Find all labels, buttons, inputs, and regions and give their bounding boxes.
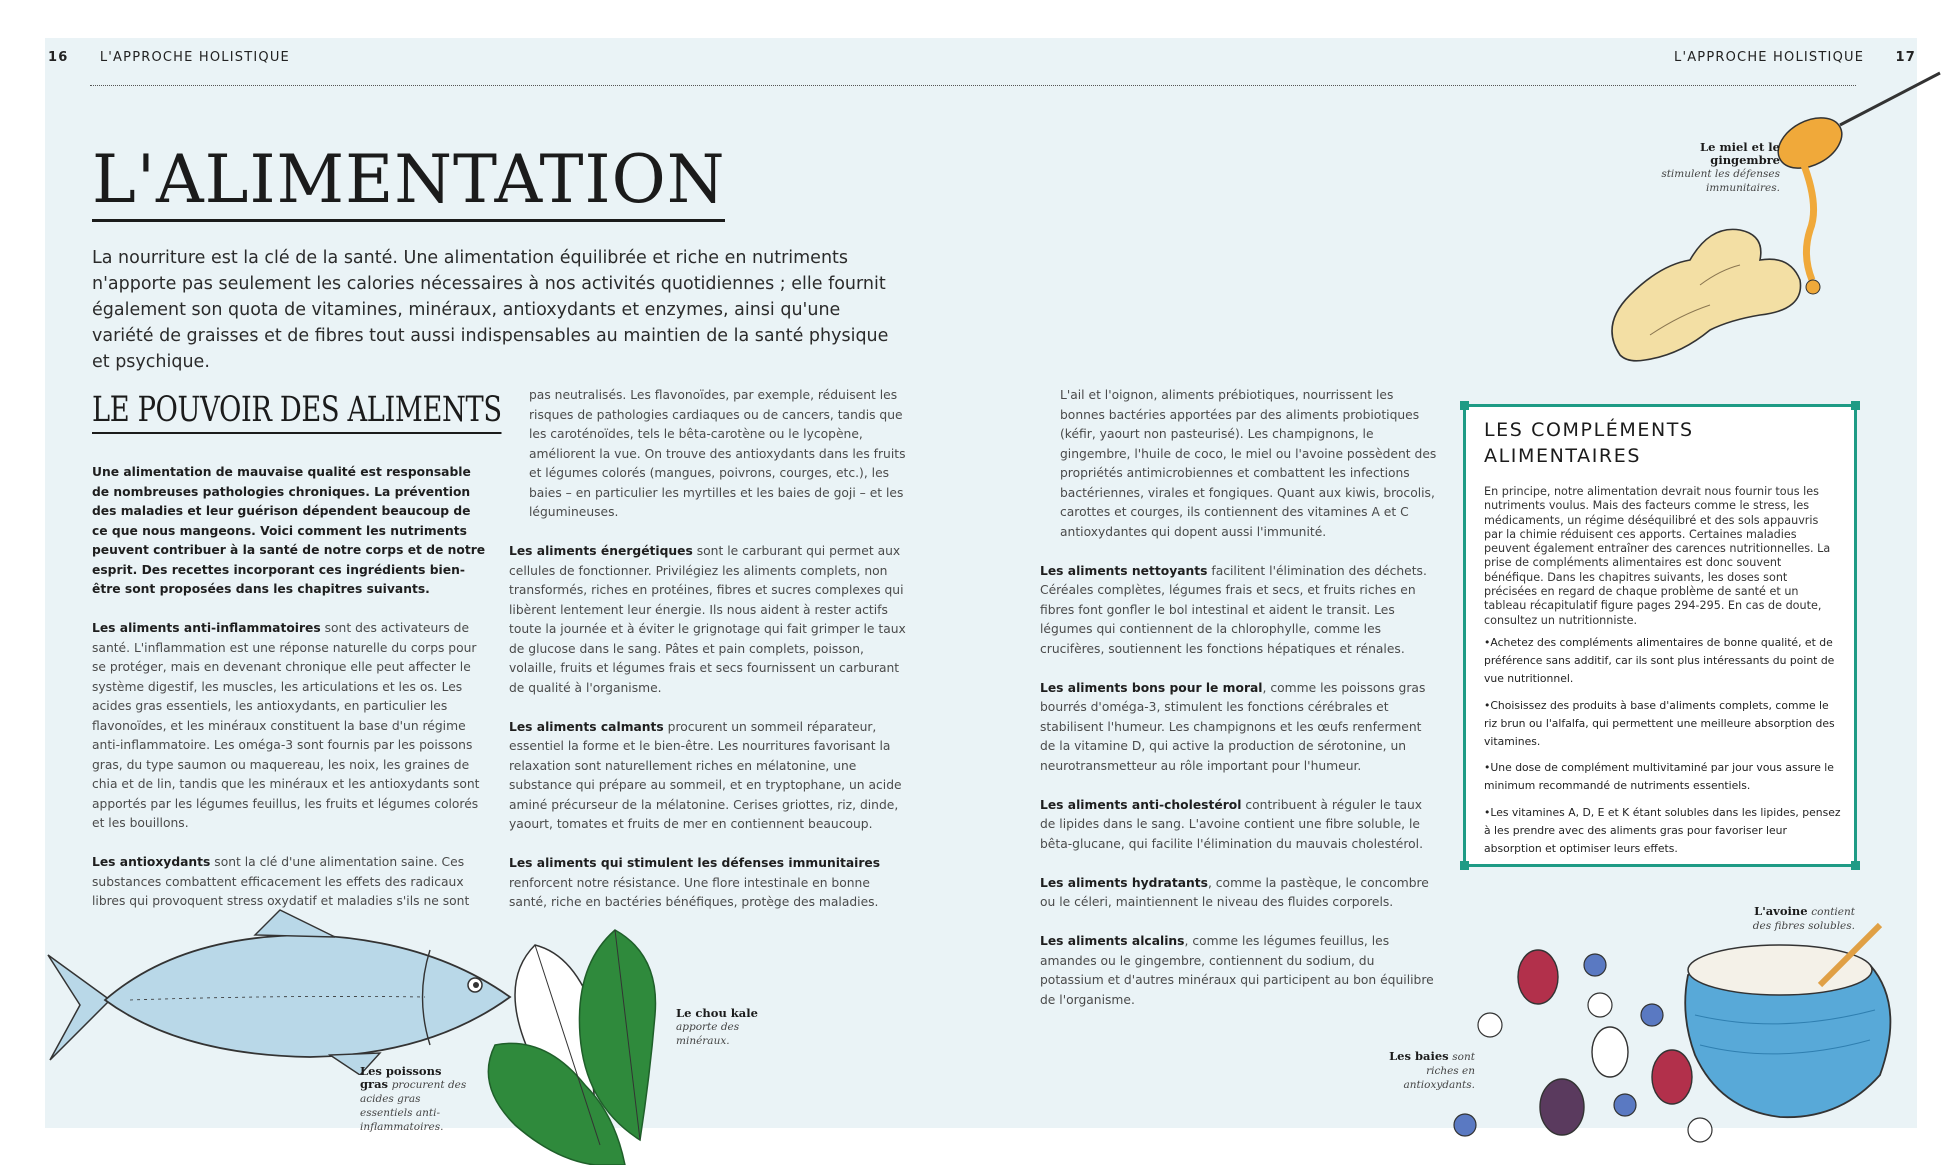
berries-oats-illustration [1440, 905, 1946, 1160]
text-moral: , comme les poissons gras bourrés d'oméga-3, stimulent les fonctions cérébrales et stabilisent l'humeur. Les champignons et les œufs renferment de la vitamine D, qui active la production de sérotonine, un neurotransmetteur au rôle important pour l'humeur. [1040, 680, 1426, 773]
text-column-1 [92, 463, 487, 931]
paragraph-nettoyants [1040, 562, 1438, 660]
term-calmants: Les aliments calmants [509, 719, 664, 734]
caption-honey-title: Le miel et le gingembre [1700, 140, 1780, 167]
box-corner [1851, 861, 1860, 870]
caption-honey-text: stimulent les défenses immunitaires. [1661, 168, 1780, 194]
box-bullet-list [1484, 634, 1844, 866]
section-title: LE POUVOIR DES ALIMENTS [92, 388, 502, 434]
paragraph-antioxydants-cont: pas neutralisés. Les flavonoïdes, par exemple, réduisent les risques de pathologies cardiaques ou de cancers, tandis que les caroténoïdes, tels le bêta-carotène ou le lycopène, améliorent la vue. On trouve des antioxydants dans les fruits et légumes colorés (mangues, poivrons, courges, etc.), les baies – en particulier les myrtilles et les baies de goji – et les légumineuses. [529, 388, 906, 519]
text-nettoyants: facilitent l'élimination des déchets. Céréales complètes, légumes frais et secs, et fruits riches en fibres font gonfler le bol intestinal et aident le transit. Les légumes qui contiennent de la chlorophylle, comme les crucifères, soutiennent les fonctions hépatiques et rénales. [1040, 563, 1427, 656]
paragraph-anti-cholesterol [1040, 796, 1438, 855]
term-energetiques: Les aliments énergétiques [509, 544, 693, 558]
honey-dipper-icon [1770, 73, 1940, 294]
text-immunitaires: renforcent notre résistance. Une flore intestinale en bonne santé, riche en bactéries bénéfiques, protège des maladies. [509, 875, 879, 909]
paragraph-antioxydants [92, 853, 487, 912]
text-hydratants: , comme la pastèque, le concombre ou le céleri, maintiennent le niveau des fluides corporels. [1040, 875, 1429, 909]
caption-kale [676, 1007, 786, 1048]
oat-bowl-icon [1685, 925, 1890, 1117]
term-antioxydants: Les antioxydants [92, 855, 211, 869]
caption-berries-title: Les baies [1389, 1049, 1449, 1063]
intro-paragraph: La nourriture est la clé de la santé. Une alimentation équilibrée et riche en nutriments n'apporte pas seulement les calories nécessaires à nos activités quotidiennes ; elle fournit également son quota de vitamines, minéraux, antioxydants et enzymes, ainsi qu'une variété de graisses et de fibres tout aussi indispensables au maintien de la santé physique et psychique. [92, 248, 889, 372]
paragraph-immunitaires-cont: L'ail et l'oignon, aliments prébiotiques, nourrissent les bonnes bactéries apportées par des aliments probiotiques (kéfir, yaourt non pasteurisé). Les champignons, le gingembre, l'huile de coco, le miel ou l'avoine possèdent des propriétés antimicrobiennes et combattent les infections bactériennes, virales et fongiques. Quant aux kiwis, brocolis, carottes et courges, ils contiennent des vitamines A et C antioxydantes qui dopent aussi l'immunité. [1060, 388, 1437, 539]
box-corner [1460, 861, 1469, 870]
caption-oats-title: L'avoine [1754, 904, 1808, 918]
fish-icon [48, 910, 510, 1075]
paragraph-immunitaires [509, 854, 906, 913]
caption-kale-title: Le chou kale [676, 1006, 758, 1020]
fish-illustration [30, 905, 520, 1075]
caption-oats-text: contient des fibres solubles. [1752, 906, 1855, 932]
box-bullet: •Achetez des compléments alimentaires de bonne qualité, et de préférence sans additif, car ils sont plus intéressants du point de vue nutritionnel. [1484, 636, 1835, 686]
left-section-label: L'APPROCHE HOLISTIQUE [99, 50, 290, 65]
term-alcalins: Les aliments alcalins [1040, 934, 1185, 948]
text-energetiques: sont le carburant qui permet aux cellules de fonctionner. Privilégiez les aliments complets, non transformés, riches en protéines, fibres et sucres complexes qui libèrent lentement leur énergie. Ils nous aident à rester actifs toute la journée et à éviter le grignotage qui fait grimper le taux de glucose dans le sang. Pâtes et pain complets, poisson, volaille, fruits et légumes frais et secs fournissent un carburant de qualité à l'organisme. [509, 544, 906, 695]
paragraph-hydratants [1040, 874, 1438, 913]
right-page-number: 17 [1895, 50, 1916, 65]
honey-ginger-illustration [1590, 55, 1946, 365]
paragraph-calmants [509, 718, 906, 835]
text-calmants: procurent un sommeil réparateur, essentiel la forme et le bien-être. Les nourritures favorisant la relaxation sont naturellement riches en mélatonine, une substance qui prépare au sommeil, et en tryptophane, un acide aminé précurseur de la mélatonine. Cerises griottes, riz, dinde, yaourt, tomates et fruits de mer en contiennent beaucoup. [509, 719, 902, 831]
page-header-left [48, 50, 290, 65]
kale-leaves-icon [488, 930, 655, 1165]
term-immunitaires: Les aliments qui stimulent les défenses immunitaires [509, 856, 881, 870]
box-paragraph: En principe, notre alimentation devrait nous fournir tous les nutriments voulus. Mais des facteurs comme le stress, les médicaments, un régime déséquilibré et des sols appauvris par la chimie réduisent ces apports. Certaines maladies peuvent également entraîner des carences nutritionnelles. La prise de compléments alimentaires est donc souvent bénéfique. Dans les chapitres suivants, les doses sont précisées en regard de chaque problème de santé et un tableau récapitulatif figure pages 294-295. En cas de doute, consultez un nutritionniste. [1484, 485, 1831, 627]
paragraph-energetiques [509, 542, 906, 698]
lead-paragraph: Une alimentation de mauvaise qualité est responsable de nombreuses pathologies chroniques. La prévention des maladies et leur guérison dépendent beaucoup de ce que nous mangeons. Voici comment les nutriments peuvent contribuer à la santé de notre corps et de notre esprit. Des recettes incorporant ces ingrédients bien-être sont proposées dans les chapitres suivants. [92, 465, 486, 596]
page-title: L'ALIMENTATION [92, 145, 725, 222]
text-alcalins: , comme les légumes feuillus, les amandes ou le gingembre, contiennent du sodium, du potassium et d'autres minéraux qui participent au bon équilibre de l'organisme. [1040, 934, 1434, 1007]
right-section-label: L'APPROCHE HOLISTIQUE [1674, 50, 1865, 65]
caption-fish [360, 1065, 470, 1134]
supplements-box [1463, 404, 1857, 867]
box-corner [1851, 401, 1860, 410]
text-anti-inflammatoires: sont des activateurs de santé. L'inflammation est une réponse naturelle du corps pour se protéger, mais en devenant chronique elle peut affecter le système digestif, les muscles, les articulations et les os. Les acides gras essentiels, les antioxydants, en particulier les flavonoïdes, et les minéraux constituent la base d'un régime anti-inflammatoire. Les oméga-3 sont fournis par les poissons gras, du type saumon ou maquereau, les noix, les graines de chia et de lin, tandis que les minéraux et les antioxydants sont apportés par les légumes feuillus, les fruits et légumes colorés et les bouillons. [92, 621, 480, 830]
caption-honey-ginger [1655, 141, 1780, 195]
text-column-2 [509, 386, 906, 932]
term-anti-cholesterol: Les aliments anti-cholestérol [1040, 797, 1242, 812]
left-page-number: 16 [48, 50, 69, 65]
text-column-3 [1040, 386, 1438, 1030]
box-title: LES COMPLÉMENTS ALIMENTAIRES [1484, 419, 1694, 467]
box-corner [1460, 401, 1469, 410]
kale-illustration [475, 925, 675, 1165]
text-anti-cholesterol: contribuent à réguler le taux de lipides dans le sang. L'avoine contient une fibre soluble, le bêta-glucane, qui facilite l'élimination du mauvais cholestérol. [1040, 797, 1423, 851]
box-bullet: •Une dose de complément multivitaminé par jour vous assure le minimum recommandé de nutriments essentiels. [1484, 761, 1834, 793]
caption-fish-text: procurent des acides gras essentiels anti-inflammatoires. [360, 1079, 467, 1133]
box-bullet: •Choisissez des produits à base d'aliments complets, comme le riz brun ou l'alfalfa, qui permettent une meilleure absorption des vitamines. [1484, 698, 1835, 749]
caption-berries-text: sont riches en antioxydants. [1403, 1051, 1475, 1091]
text-antioxydants: sont la clé d'une alimentation saine. Ces substances combattent efficacement les effets des radicaux libres qui provoquent stress oxydatif et maladies s'ils ne sont [92, 855, 470, 908]
caption-fish-title: Les poissons gras [360, 1064, 442, 1091]
caption-kale-text: apporte des minéraux. [676, 1021, 740, 1047]
term-hydratants: Les aliments hydratants [1040, 875, 1208, 890]
caption-berries [1380, 1050, 1475, 1092]
box-bullet: •Les vitamines A, D, E et K étant solubles dans les lipides, pensez à les prendre avec des aliments gras pour favoriser leur absorption et optimiser leurs effets. [1484, 805, 1841, 856]
paragraph-alcalins [1040, 932, 1438, 1010]
caption-oats [1745, 905, 1855, 933]
ginger-root-icon [1612, 229, 1801, 360]
paragraph-anti-inflammatoires [92, 619, 487, 834]
term-moral: Les aliments bons pour le moral [1040, 680, 1263, 695]
term-anti-inflammatoires: Les aliments anti-inflammatoires [92, 621, 321, 635]
term-nettoyants: Les aliments nettoyants [1040, 563, 1208, 578]
paragraph-moral [1040, 679, 1438, 777]
